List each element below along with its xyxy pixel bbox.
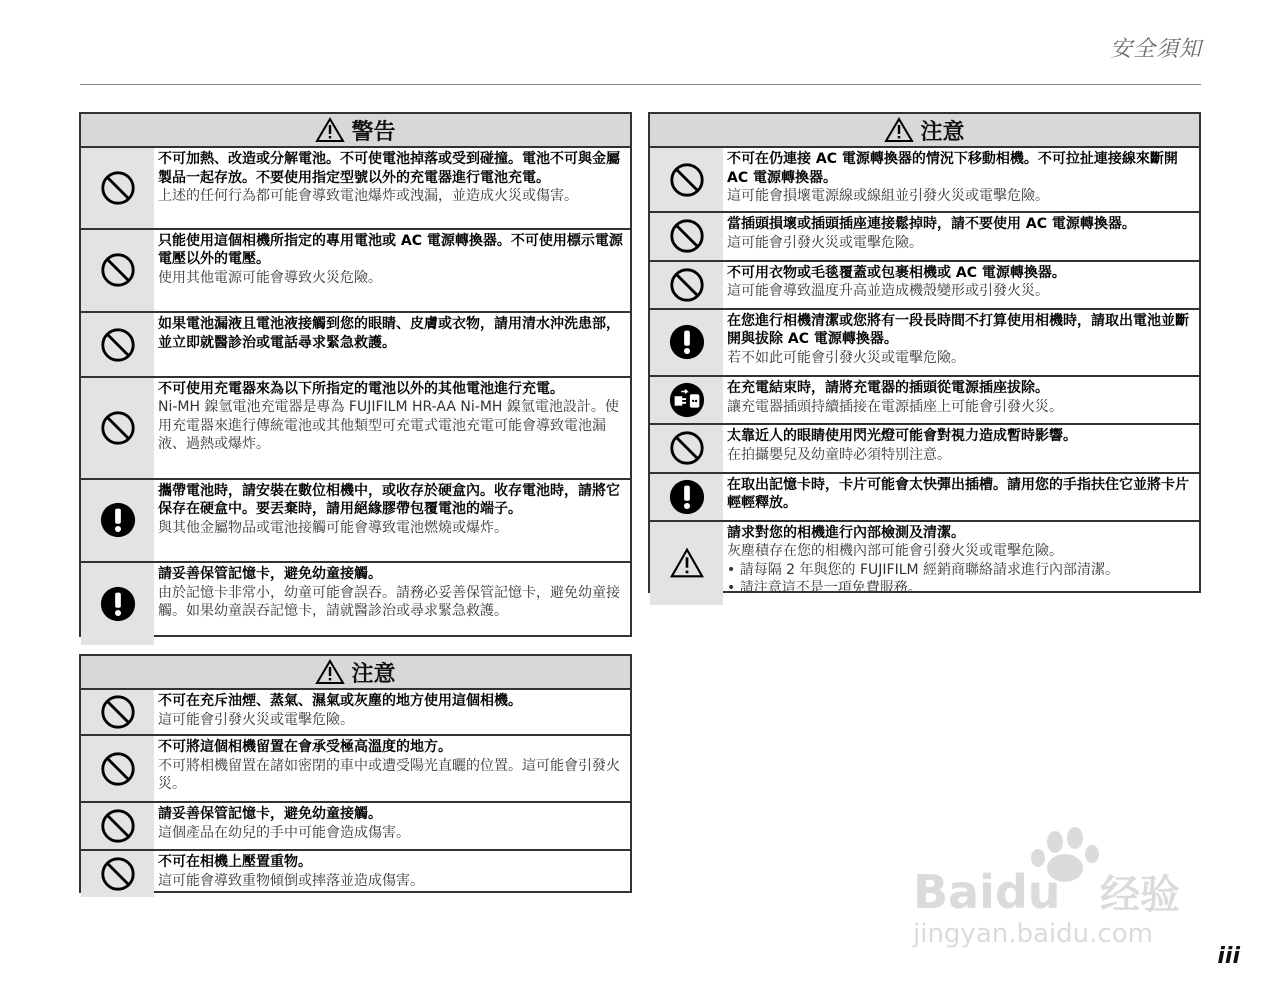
safety-row-heading: 不可將這個相機留置在會承受極高溫度的地方。 [158, 739, 452, 755]
header-divider [80, 84, 1201, 85]
safety-row-text [723, 522, 1199, 605]
safety-row-bullet: • 請每隔 2 年與您的 FUJIFILM 經銷商聯絡請求進行內部清潔。 [727, 561, 1120, 578]
safety-row-description: 在拍攝嬰兒及幼童時必須特別注意。 [727, 446, 951, 463]
safety-row-heading: 不可在相機上壓置重物。 [158, 854, 312, 870]
safety-row-description: Ni-MH 鎳氫電池充電器是專為 FUJIFILM HR-AA Ni-MH 鎳氫電池設計。使用充電器來進行傳統電池或其他類型可充電式電池充電可能會導致電池漏液、過熱或爆炸。 [158, 399, 619, 453]
mandatory-icon [81, 480, 154, 562]
safety-row-description: 讓充電器插頭持續插接在電源插座上可能會引發火災。 [727, 398, 1063, 415]
safety-row-heading: 請求對您的相機進行內部檢測及清潔。 [727, 524, 965, 541]
safety-row-heading: 不可在充斥油煙、蒸氣、濕氣或灰塵的地方使用這個相機。 [158, 693, 522, 709]
safety-row [650, 148, 1199, 211]
caution-box-right-header [650, 114, 1199, 148]
prohibition-icon [650, 148, 723, 211]
warning-triangle-icon [884, 117, 914, 143]
safety-row-heading: 不可用衣物或毛毯覆蓋或包裹相機或 AC 電源轉換器。 [727, 264, 1066, 281]
safety-row-heading: 在充電結束時，請將充電器的插頭從電源插座拔除。 [727, 380, 1049, 396]
safety-row-description: 上述的任何行為都可能會導致電池爆炸或洩漏，並造成火災或傷害。 [158, 188, 578, 204]
safety-row-text [154, 148, 630, 228]
safety-row-text [154, 480, 630, 562]
prohibition-icon [650, 213, 723, 259]
prohibition-icon [81, 378, 154, 478]
page-number: iii [1217, 944, 1240, 969]
safety-row [650, 472, 1199, 520]
safety-row-heading: 如果電池漏液且電池液接觸到您的眼睛、皮膚或衣物，請用清水沖洗患部，並立即就醫診治或電話尋求緊急救護。 [158, 316, 620, 351]
safety-row-heading: 在您進行相機清潔或您將有一段長時間不打算使用相機時，請取出電池並斷開與拔除 AC 電源轉換器。 [727, 312, 1189, 348]
safety-row-heading: 太靠近人的眼睛使用閃光燈可能會對視力造成暫時影響。 [727, 428, 1077, 445]
safety-row-text [154, 803, 630, 849]
prohibition-icon [81, 736, 154, 801]
safety-row-text [154, 313, 630, 376]
mandatory-icon [650, 310, 723, 375]
baidu-watermark [905, 820, 1205, 950]
safety-row-heading: 只能使用這個相機所指定的專用電池或 AC 電源轉換器。不可使用標示電源電壓以外的電壓。 [158, 232, 623, 268]
safety-row-heading: 攜帶電池時，請安裝在數位相機中，或收存於硬盒內。收存電池時，請將它保存在硬盒中。要丟棄時，請用絕緣膠帶包覆電池的端子。 [158, 482, 620, 518]
safety-row-description: 這可能會引發火災或電擊危險。 [727, 234, 923, 251]
safety-row-text [154, 563, 630, 645]
caution-box-left-header [81, 656, 630, 690]
safety-row-heading: 在取出記憶卡時，卡片可能會太快彈出插槽。請用您的手指扶住它並將卡片輕輕釋放。 [727, 476, 1189, 511]
safety-row-text [154, 851, 630, 897]
safety-row [650, 423, 1199, 471]
safety-row-text [723, 310, 1199, 375]
prohibition-icon [81, 313, 154, 376]
warning-triangle-icon [315, 659, 345, 685]
safety-row-description: 與其他金屬物品或電池接觸可能會導致電池燃燒或爆炸。 [158, 519, 508, 536]
safety-row [650, 308, 1199, 375]
safety-row-text [723, 425, 1199, 471]
safety-row [81, 228, 630, 312]
safety-row-text [723, 377, 1199, 423]
watermark-url: jingyan.baidu.com [913, 919, 1153, 949]
prohibition-icon [650, 425, 723, 471]
caution-box-left [79, 654, 632, 893]
safety-row-description: 使用其他電源可能會導致火災危險。 [158, 269, 382, 286]
safety-row-heading: 不可加熱、改造或分解電池。不可使電池掉落或受到碰撞。電池不可與金屬製品一起存放。不要使用指定型號以外的充電器進行電池充電。 [158, 151, 620, 186]
safety-row-description: 不可將相機留置在諸如密閉的車中或遭受陽光直曬的位置。這可能會引發火災。 [158, 757, 620, 792]
safety-row [650, 520, 1199, 605]
safety-row [81, 148, 630, 228]
safety-row-heading: 不可使用充電器來為以下所指定的電池以外的其他電池進行充電。 [158, 380, 564, 397]
mandatory-icon [81, 563, 154, 645]
safety-row-heading: 請妥善保管記憶卡，避免幼童接觸。 [158, 806, 382, 822]
prohibition-icon [650, 262, 723, 308]
safety-row-bullet: • 請注意這不是一項免費服務。 [727, 580, 922, 597]
caution-box-left-title: 注意 [351, 661, 396, 687]
safety-row [81, 849, 630, 897]
warning-box-title: 警告 [351, 119, 396, 145]
watermark-brand: Baidu [913, 865, 1061, 919]
safety-row [81, 376, 630, 478]
prohibition-icon [81, 803, 154, 849]
prohibition-icon [81, 851, 154, 897]
safety-row-text [154, 690, 630, 734]
safety-row-description: 這可能會導致溫度升高並造成機殼變形或引發火災。 [727, 283, 1049, 299]
safety-row [81, 478, 630, 562]
prohibition-icon [81, 148, 154, 228]
safety-row-heading: 當插頭損壞或插頭插座連接鬆掉時，請不要使用 AC 電源轉換器。 [727, 216, 1136, 233]
safety-row-text [723, 213, 1199, 259]
caution-box-right-title: 注意 [920, 119, 965, 145]
safety-row-heading: 請妥善保管記憶卡，避免幼童接觸。 [158, 566, 382, 583]
safety-row-description: 若不如此可能會引發火災或電擊危險。 [727, 349, 965, 366]
safety-row-description: 這個產品在幼兒的手中可能會造成傷害。 [158, 824, 410, 841]
safety-row-heading: 不可在仍連接 AC 電源轉換器的情況下移動相機。不可拉扯連接線來斷開 AC 電源轉換器。 [727, 151, 1178, 186]
caution-box-right [648, 112, 1201, 597]
unplug-icon [650, 377, 723, 423]
safety-row [650, 260, 1199, 308]
safety-row-description: 灰塵積存在您的相機內部可能會引發火災或電擊危險。 [727, 543, 1063, 560]
safety-row-description: 這可能會損壞電源線或線組並引發火災或電擊危險。 [727, 188, 1049, 204]
watermark-brand-cn: 经验 [1100, 872, 1180, 918]
safety-row [81, 561, 630, 645]
safety-row-description: 由於記憶卡非常小，幼童可能會誤吞。請務必妥善保管記憶卡，避免幼童接觸。如果幼童誤吞記憶卡，請就醫診治或尋求緊急救護。 [158, 584, 620, 620]
safety-row-text [723, 262, 1199, 308]
safety-row [650, 375, 1199, 423]
safety-row-description: 這可能會導致重物傾倒或摔落並造成傷害。 [158, 872, 424, 889]
safety-row-text [723, 148, 1199, 211]
safety-row-text [154, 230, 630, 312]
caution-triangle-icon [650, 522, 723, 605]
safety-row [81, 311, 630, 376]
safety-row [81, 801, 630, 849]
page-header-title: 安全須知 [1109, 37, 1202, 62]
prohibition-icon [81, 230, 154, 312]
safety-row-text [723, 474, 1199, 520]
warning-triangle-icon [315, 117, 345, 143]
safety-row-text [154, 736, 630, 801]
warning-box [79, 112, 632, 637]
warning-box-header [81, 114, 630, 148]
safety-row-description: 這可能會引發火災或電擊危險。 [158, 711, 354, 728]
mandatory-icon [650, 474, 723, 520]
safety-row-text [154, 378, 630, 478]
safety-row [81, 734, 630, 801]
safety-row [650, 211, 1199, 259]
safety-row [81, 690, 630, 734]
prohibition-icon [81, 690, 154, 734]
